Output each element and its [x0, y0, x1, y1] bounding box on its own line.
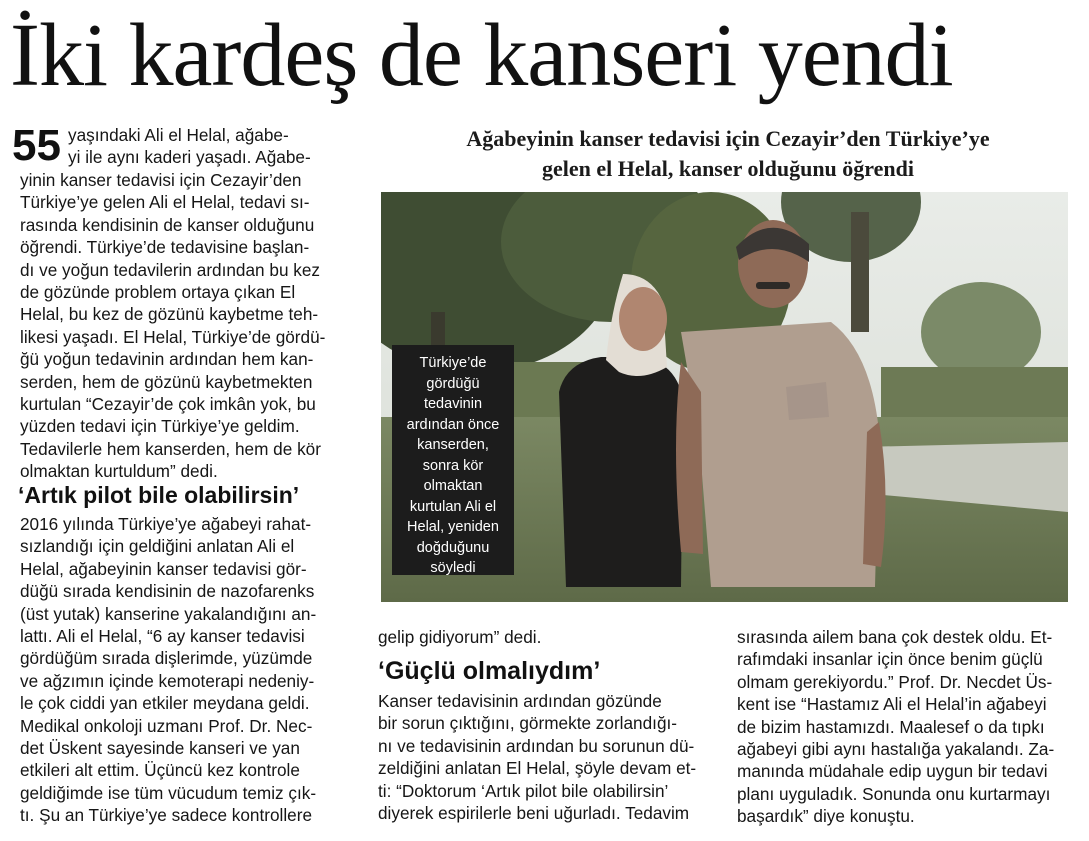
column-1-body-2-line: düğü sırada kendisinin de nazofarenks	[20, 581, 315, 602]
photo-caption-line: doğduğunu	[416, 539, 490, 556]
column-3-body-line: rafımdaki insanlar için önce benim güçlü	[737, 649, 1043, 670]
column-1-body-line: kurtulan “Cezayir’de çok imkân yok, bu	[20, 393, 316, 414]
column-2-body-line: nı ve tedavisinin ardından bu sorunun dü-	[378, 735, 695, 756]
column-1-body-2-line: Medikal onkoloji uzmanı Prof. Dr. Nec-	[20, 715, 313, 736]
column-1-body-line: serden, hem de gözünü kaybetmekten	[20, 371, 313, 392]
column-2-body-line: bir sorun çıktığını, görmekte zorlandığı-	[378, 713, 678, 734]
photo-caption-line: kurtulan Ali el	[409, 498, 497, 515]
photo-caption-line: Türkiye’de	[419, 355, 487, 371]
photo-caption-line: sonra kör	[422, 457, 484, 474]
column-1-body-line: ğü yoğun tedavinin ardından hem kan-	[20, 349, 314, 370]
subtitle-line: gelen el Helal, kanser olduğunu öğrendi	[541, 156, 915, 181]
column-1-body-line: de gözünde problem ortaya çıkan El	[20, 281, 296, 302]
column-3-body-line: de bizim hastamızdı. Maalesef o da tıpkı	[737, 716, 1045, 737]
column-3-body-line: ağabeyi gibi aynı hastalığa yakalandı. Za-	[737, 738, 1055, 759]
article-photo	[381, 192, 1068, 602]
column-1-body-line: olmaktan kurtuldum” dedi.	[20, 461, 218, 482]
subtitle-line: Ağabeyinin kanser tedavisi için Cezayir’den Türkiye’ye	[466, 126, 990, 151]
column-1-body-2-line: ve ağzımın içinde kemoterapi nedeniy-	[20, 670, 315, 691]
column-1-body-line: likesi yaşadı. El Helal, Türkiye’de gördü-	[20, 326, 326, 347]
photo-caption-line: olmaktan	[423, 478, 483, 494]
column-1-intro	[68, 124, 311, 169]
column-1-body-line: dı ve yoğun tedavilerin ardından bu kez	[20, 259, 321, 280]
headline: İki kardeş de kanseri yendi	[10, 6, 953, 105]
column-3-body-line: kent ise “Hastamız Ali el Helal’in ağabeyi	[737, 694, 1047, 715]
column-1-body-2	[20, 513, 316, 826]
column-1-intro-line: yi ile aynı kaderi yaşadı. Ağabe-	[68, 147, 311, 168]
column-1-intro-line: yaşındaki Ali el Helal, ağabe-	[68, 125, 289, 145]
column-1-body-line: Tedavilerle hem kanserden, hem de kör	[20, 438, 321, 459]
column-1-body-2-line: etkileri alt ettim. Üçüncü kez kontrole	[20, 760, 300, 781]
column-1-body-2-line: 2016 yılında Türkiye’ye ağabeyi rahat-	[20, 514, 312, 534]
photo-caption-line: Helal, yeniden	[407, 519, 499, 535]
photo-caption-line: kanserden,	[417, 437, 489, 453]
photo-caption	[392, 345, 514, 575]
column-1-body	[20, 169, 325, 482]
drop-cap: 55	[12, 121, 61, 170]
column-1-body-line: rasında kendisinin de kanser olduğunu	[20, 214, 315, 235]
photo-caption-line: tedavinin	[423, 396, 483, 412]
column-1-body-2-line: det Üskent sayesinde kanseri ve yan	[20, 737, 300, 758]
photo-caption-line: gördüğü	[426, 375, 480, 392]
column-3-body-line: başardık” diye konuştu.	[737, 806, 915, 827]
column-3-body-line: olmam gerekiyordu.” Prof. Dr. Necdet Üs-	[737, 671, 1053, 692]
column-3-body-line: manında müdahale edip uygun bir tedavi	[737, 761, 1048, 782]
column-2-subhead: ‘Güçlü olmalıydım’	[378, 657, 601, 685]
column-1-body-line: yinin kanser tedavisi için Cezayir’den	[20, 170, 302, 190]
column-3-body-line: planı uyguladık. Sonunda onu kurtarmayı	[737, 783, 1051, 804]
column-1-body-2-line: le çok ciddi yan etkiler meydana geldi.	[20, 693, 310, 714]
column-2-body-line: diyerek espirilerle beni uğurladı. Tedavim	[378, 802, 690, 823]
column-1-body-2-line: (üst yutak) kanserine yakalandığını an-	[20, 603, 317, 624]
column-2-body-line: zeldiğini anlatan El Helal, şöyle devam et-	[378, 758, 697, 779]
column-3-body	[737, 626, 1054, 828]
column-3-body-line: sırasında ailem bana çok destek oldu. Et-	[737, 627, 1053, 647]
column-1-body-line: Helal, bu kez de gözünü kaybetme teh-	[20, 304, 319, 325]
column-1-body-2-line: lattı. Ali el Helal, “6 ay kanser tedavisi	[20, 625, 305, 646]
column-2-body-line: ti: “Doktorum ‘Artık pilot bile olabilirsin’	[378, 780, 669, 801]
column-1-subhead: ‘Artık pilot bile olabilirsin’	[18, 482, 300, 508]
column-1-body-line: yüzden tedavi için Türkiye’ye geldim.	[20, 416, 300, 437]
column-1-body-2-line: Helal, ağabeyinin kanser tedavisi gör-	[20, 558, 307, 579]
column-1-body-2-line: gördüğüm sırada dişlerimde, yüzümde	[20, 648, 313, 669]
column-1-body-2-line: sızlandığı için geldiğini anlatan Ali el	[20, 536, 295, 557]
column-1-body-line: Türkiye’ye gelen Ali el Helal, tedavi sı-	[20, 192, 310, 213]
column-1-body-2-line: geldiğimde ise tüm vücudum temiz çık-	[20, 782, 317, 803]
column-2-lead-line: gelip gidiyorum” dedi.	[378, 627, 542, 647]
column-2-lead	[378, 626, 541, 648]
column-2-body	[378, 690, 696, 824]
column-2-body-line: Kanser tedavisinin ardından gözünde	[378, 691, 662, 711]
column-1-body-line: öğrendi. Türkiye’de tedavisine başlan-	[20, 237, 310, 258]
photo-caption-line: ardından önce	[406, 416, 500, 433]
photo-caption-line: söyledi	[430, 560, 476, 576]
column-1-body-2-line: tı. Şu an Türkiye’ye sadece kontrollere	[20, 805, 313, 826]
subtitle	[378, 124, 1078, 184]
